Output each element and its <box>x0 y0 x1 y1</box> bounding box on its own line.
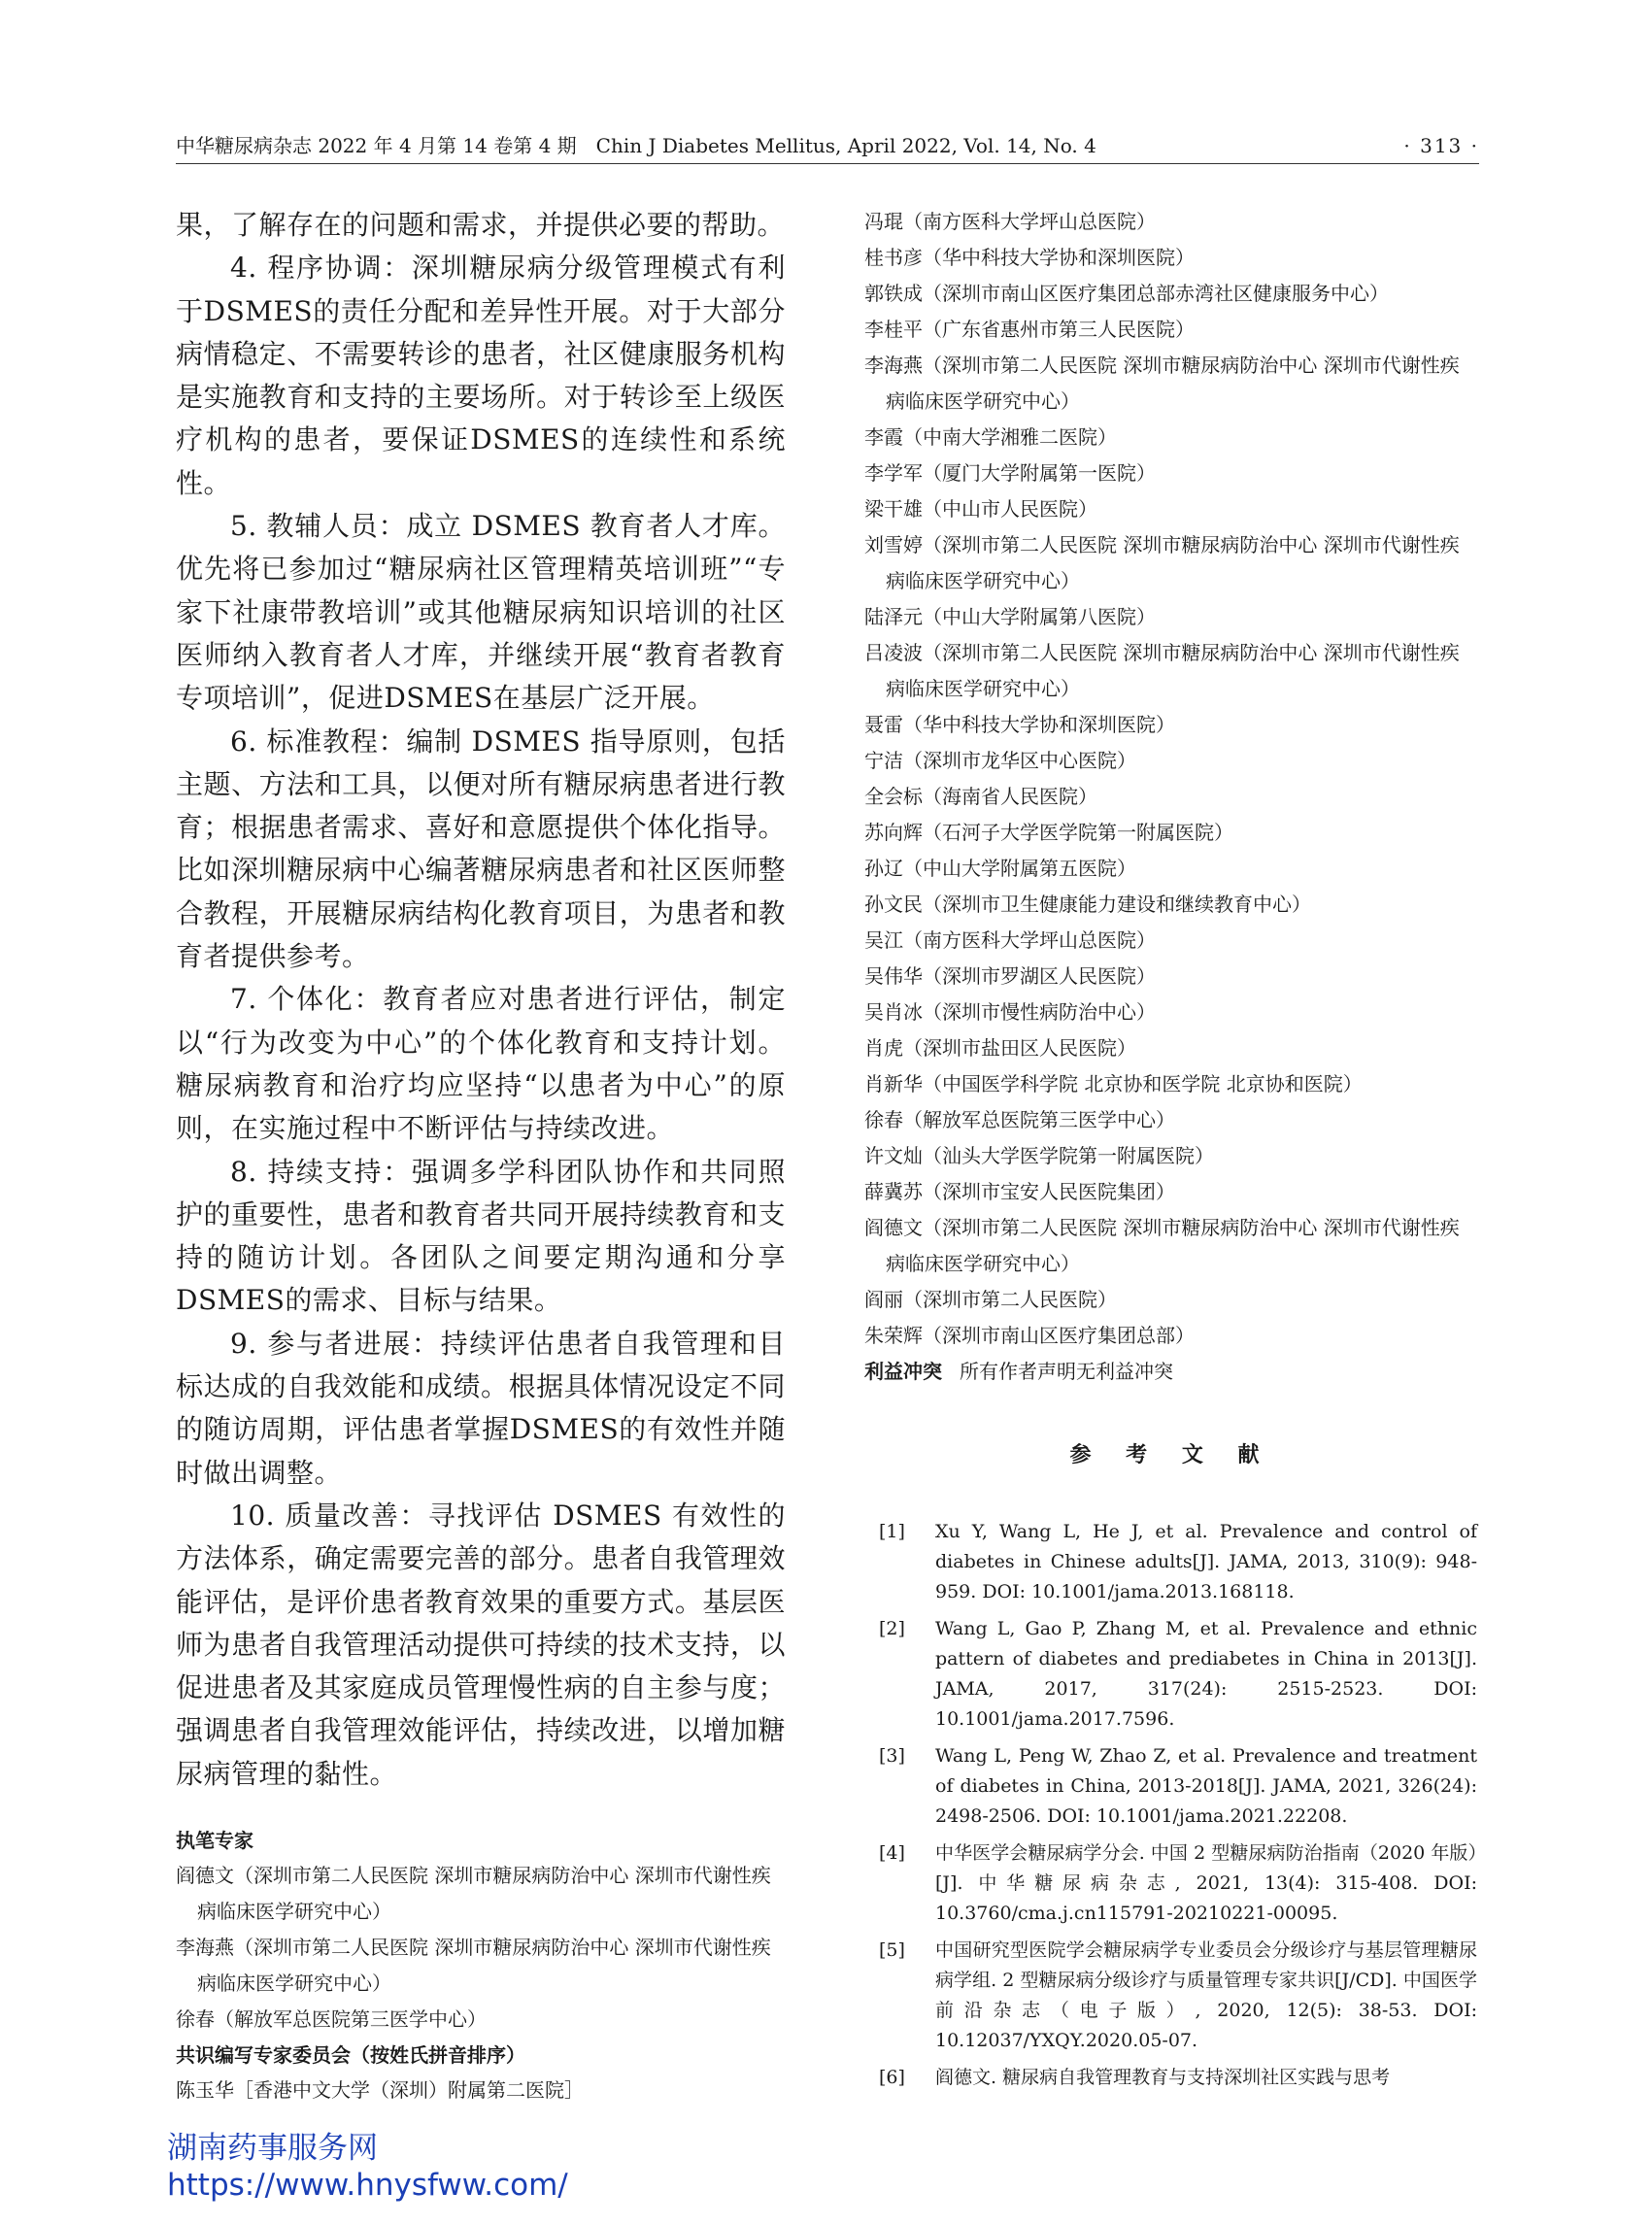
authors-section <box>176 1823 786 2108</box>
committee-member: 孙文民（深圳市卫生健康能力建设和继续教育中心） <box>864 893 1311 916</box>
writing-expert: 阎德文（深圳市第二人民医院 深圳市糖尿病防治中心 深圳市代谢性疾病临床医学研究中心） <box>176 1863 771 1923</box>
writing-expert: 李海燕（深圳市第二人民医院 深圳市糖尿病防治中心 深圳市代谢性疾病临床医学研究中心） <box>176 1935 771 1995</box>
committee-member: 宁洁（深圳市龙华区中心医院） <box>864 749 1136 772</box>
reference-item <box>879 1936 1477 2056</box>
reference-number: [4] <box>879 1842 905 1864</box>
body-paragraph: 6. 标准教程：编制 DSMES 指导原则，包括主题、方法和工具，以便对所有糖尿病患者进行教育；根据患者需求、喜好和意愿提供个体化指导。比如深圳糖尿病中心编著糖尿病患者和社区医师整合教程，开展糖尿病结构化教育项目，为患者和教育者提供参考。 <box>176 725 786 973</box>
body-paragraph: 果，了解存在的问题和需求，并提供必要的帮助。 <box>176 209 786 241</box>
committee-member: 陆泽元（中山大学附属第八医院） <box>864 605 1156 628</box>
committee-heading: 共识编写专家委员会（按姓氏拼音排序） <box>176 2042 525 2067</box>
page-number: · 313 · <box>1403 134 1479 157</box>
committee-member: 苏向辉（石河子大学医学院第一附属医院） <box>864 821 1233 844</box>
reference-text: Xu Y, Wang L, He J, et al. Prevalence and control of diabetes in Chinese adults[J]. JAMA, 2013, 310(9): 948-959. DOI: 10.1001/jama.2013.168118. <box>935 1521 1477 1602</box>
reference-text: 中华医学会糖尿病学分会. 中国 2 型糖尿病防治指南（2020 年版）[J]. 中华糖尿病杂志, 2021, 13(4): 315-408. DOI: 10.3760/cma.j.cn115791-20210221-00095. <box>935 1842 1477 1924</box>
committee-member: 聂雷（华中科技大学协和深圳医院） <box>864 713 1175 736</box>
references-list <box>879 1517 1477 2100</box>
reference-text: Wang L, Peng W, Zhao Z, et al. Prevalence and treatment of diabetes in China, 2013-2018[J]. JAMA, 2021, 326(24): 2498-2506. DOI: 10.1001/jama.2021.22208. <box>935 1745 1477 1827</box>
reference-item <box>879 1838 1477 1929</box>
reference-text: 中国研究型医院学会糖尿病学专业委员会分级诊疗与基层管理糖尿病学组. 2 型糖尿病分级诊疗与质量管理专家共识[J/CD]. 中国医学前沿杂志（电子版）, 2020, 12(5): 38-53. DOI: 10.12037/YXQY.2020.05-07. <box>935 1939 1477 2051</box>
committee-member: 李桂平（广东省惠州市第三人民医院） <box>864 318 1195 341</box>
committee-member: 许文灿（汕头大学医学院第一附属医院） <box>864 1144 1214 1167</box>
committee-member: 李学军（厦门大学附属第一医院） <box>864 461 1156 485</box>
references-heading: 参 考 文 献 <box>1069 1443 1273 1467</box>
reference-number: [1] <box>879 1521 905 1542</box>
committee-member: 桂书彦（华中科技大学协和深圳医院） <box>864 246 1195 269</box>
coi-text: 所有作者声明无利益冲突 <box>960 1360 1173 1383</box>
committee-member: 李霞（中南大学湘雅二医院） <box>864 425 1117 449</box>
committee-member: 吴肖冰（深圳市慢性病防治中心） <box>864 1000 1156 1024</box>
committee-member: 孙辽（中山大学附属第五医院） <box>864 857 1136 880</box>
conflict-of-interest <box>864 1354 1478 1390</box>
committee-member: 刘雪婷（深圳市第二人民医院 深圳市糖尿病防治中心 深圳市代谢性疾病临床医学研究中心） <box>864 533 1460 592</box>
right-column <box>864 204 1478 1390</box>
writing-expert: 徐春（解放军总医院第三医学中心） <box>176 2006 487 2031</box>
body-text <box>176 204 786 1796</box>
committee-member: 吕凌波（深圳市第二人民医院 深圳市糖尿病防治中心 深圳市代谢性疾病临床医学研究中心） <box>864 641 1460 700</box>
committee-member: 郭铁成（深圳市南山区医疗集团总部赤湾社区健康服务中心） <box>864 282 1389 305</box>
body-paragraph: 9. 参与者进展：持续评估患者自我管理和目标达成的自我效能和成绩。根据具体情况设定不同的随访周期，评估患者掌握DSMES的有效性并随时做出调整。 <box>176 1327 786 1489</box>
committee-member: 全会标（海南省人民医院） <box>864 785 1097 808</box>
body-paragraph: 8. 持续支持：强调多学科团队协作和共同照护的重要性，患者和教育者共同开展持续教育和支持的随访计划。各团队之间要定期沟通和分享DSMES的需求、目标与结果。 <box>176 1155 786 1317</box>
watermark-name: 湖南药事服务网 <box>167 2131 378 2166</box>
committee-member: 吴江（南方医科大学坪山总医院） <box>864 928 1156 952</box>
committee-member: 李海燕（深圳市第二人民医院 深圳市糖尿病防治中心 深圳市代谢性疾病临床医学研究中心） <box>864 354 1460 413</box>
body-paragraph: 4. 程序协调：深圳糖尿病分级管理模式有利于DSMES的责任分配和差异性开展。对于大部分病情稳定、不需要转诊的患者，社区健康服务机构是实施教育和支持的主要场所。对于转诊至上级医疗机构的患者，要保证DSMES的连续性和系统性。 <box>176 252 786 499</box>
reference-item <box>879 1741 1477 1832</box>
committee-list <box>864 204 1478 1354</box>
journal-citation: 中华糖尿病杂志 2022 年 4 月第 14 卷第 4 期 Chin J Diabetes Mellitus, April 2022, Vol. 14, No. 4 <box>176 134 1096 157</box>
reference-item <box>879 2063 1477 2093</box>
watermark-url: https://www.hnysfww.com/ <box>167 2168 568 2203</box>
body-paragraph: 5. 教辅人员：成立 DSMES 教育者人才库。优先将已参加过“糖尿病社区管理精英培训班”“专家下社康带教培训”或其他糖尿病知识培训的社区医师纳入教育者人才库，并继续开展“教育者教育专项培训”，促进DSMES在基层广泛开展。 <box>176 510 786 715</box>
reference-number: [3] <box>879 1745 905 1767</box>
watermark <box>167 2130 568 2204</box>
reference-number: [5] <box>879 1939 905 1961</box>
committee-member: 陈玉华［香港中文大学（深圳）附属第二医院］ <box>176 2077 584 2102</box>
coi-label: 利益冲突 <box>864 1360 942 1383</box>
committee-member: 阎德文（深圳市第二人民医院 深圳市糖尿病防治中心 深圳市代谢性疾病临床医学研究中心） <box>864 1216 1460 1275</box>
reference-text: Wang L, Gao P, Zhang M, et al. Prevalence and ethnic pattern of diabetes and prediabetes in China in 2013[J]. JAMA, 2017, 317(24): 2515-2523. DOI: 10.1001/jama.2017.7596. <box>935 1618 1477 1730</box>
committee-member: 吴伟华（深圳市罗湖区人民医院） <box>864 964 1156 988</box>
reference-number: [6] <box>879 2067 905 2088</box>
committee-member: 薛冀苏（深圳市宝安人民医院集团） <box>864 1180 1175 1203</box>
body-paragraph: 7. 个体化：教育者应对患者进行评估，制定以“行为改变为中心”的个体化教育和支持计划。糖尿病教育和治疗均应坚持“以患者为中心”的原则，在实施过程中不断评估与持续改进。 <box>176 983 786 1145</box>
running-header <box>176 132 1479 164</box>
committee-member: 冯琨（南方医科大学坪山总医院） <box>864 210 1156 233</box>
committee-member: 肖新华（中国医学科学院 北京协和医学院 北京协和医院） <box>864 1072 1363 1096</box>
reference-item <box>879 1614 1477 1735</box>
left-column <box>176 204 786 2108</box>
committee-member: 徐春（解放军总医院第三医学中心） <box>864 1108 1175 1131</box>
committee-member: 肖虎（深圳市盐田区人民医院） <box>864 1036 1136 1060</box>
committee-member: 梁干雄（中山市人民医院） <box>864 497 1097 521</box>
reference-text: 阎德文. 糖尿病自我管理教育与支持深圳社区实践与思考 <box>935 2067 1391 2088</box>
reference-number: [2] <box>879 1618 905 1639</box>
writing-experts-heading: 执笔专家 <box>176 1828 253 1852</box>
reference-item <box>879 1517 1477 1607</box>
committee-member: 阎丽（深圳市第二人民医院） <box>864 1288 1117 1311</box>
committee-member: 朱荣辉（深圳市南山区医疗集团总部） <box>864 1324 1195 1347</box>
body-paragraph: 10. 质量改善：寻找评估 DSMES 有效性的方法体系，确定需要完善的部分。患者自我管理效能评估，是评价患者教育效果的重要方式。基层医师为患者自我管理活动提供可持续的技术支持，以促进患者及其家庭成员管理慢性病的自主参与度；强调患者自我管理效能评估，持续改进，以增加糖尿病管理的黏性。 <box>176 1499 786 1790</box>
